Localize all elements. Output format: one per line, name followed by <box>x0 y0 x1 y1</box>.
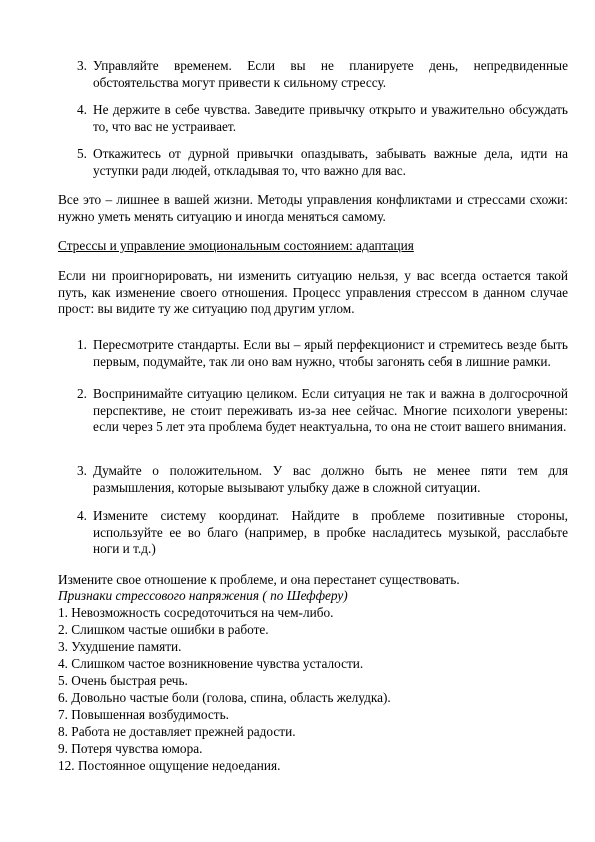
section-heading: Стрессы и управление эмоциональным состоянием: адаптация <box>58 238 414 253</box>
sign-item: 8. Работа не доставляет прежней радости. <box>58 724 296 739</box>
list-number: 4. <box>77 102 87 117</box>
sign-item: 12. Постоянное ощущение недоедания. <box>58 758 281 773</box>
list-text: Измените систему координат. Найдите в проблеме позитивные стороны, используйте ее во благо (например, в пробке насладитесь музыкой, расслабьте ноги и т.д.) <box>93 508 568 556</box>
sign-item: 3. Ухудшение памяти. <box>58 639 182 654</box>
list-text: Не держите в себе чувства. Заведите привычку открыто и уважительно обсуждать то, что вас не устраивает. <box>93 102 568 134</box>
list-number: 3. <box>77 463 87 478</box>
list-text: Думайте о положительном. У вас должно быть не менее пяти тем для размышления, которые вызывают улыбку даже в сложной ситуации. <box>93 463 568 495</box>
sign-item: 9. Потеря чувства юмора. <box>58 741 203 756</box>
list-number: 1. <box>77 337 87 352</box>
sign-item: 6. Довольно частые боли (голова, спина, область желудка). <box>58 690 391 705</box>
section-heading: Признаки стрессового напряжения ( по Шефферу) <box>58 588 348 603</box>
list-number: 3. <box>77 58 87 73</box>
paragraph: Если ни проигнорировать, ни изменить ситуацию нельзя, у вас всегда остается такой путь, как изменение своего отношения. Процесс управления стрессом в данном случае прост: вы видите ту же ситуацию под другим углом. <box>58 268 568 316</box>
list-text: Воспринимайте ситуацию целиком. Если ситуация не так и важна в долгосрочной перспективе, не стоит переживать из-за нее сейчас. Многие психологи уверены: если через 5 лет эта проблема будет неактуальна, то она не стоит вашего внимания. <box>93 386 568 434</box>
sign-item: 4. Слишком частое возникновение чувства усталости. <box>58 656 364 671</box>
sign-item: 7. Повышенная возбудимость. <box>58 707 230 722</box>
paragraph: Измените свое отношение к проблеме, и она перестанет существовать. <box>58 572 460 587</box>
list-number: 4. <box>77 508 87 523</box>
sign-item: 5. Очень быстрая речь. <box>58 673 188 688</box>
list-number: 2. <box>77 386 87 401</box>
list-text: Управляйте временем. Если вы не планируете день, непредвиденные обстоятельства могут привести к сильному стрессу. <box>93 58 568 90</box>
list-number: 5. <box>77 146 87 161</box>
list-text: Откажитесь от дурной привычки опаздывать, забывать важные дела, идти на уступки ради людей, откладывая то, что важно для вас. <box>93 146 568 178</box>
list-text: Пересмотрите стандарты. Если вы – ярый перфекционист и стремитесь везде быть первым, подумайте, так ли оно вам нужно, чтобы загонять себя в лишние рамки. <box>93 337 568 369</box>
sign-item: 2. Слишком частые ошибки в работе. <box>58 622 269 637</box>
sign-item: 1. Невозможность сосредоточиться на чем-либо. <box>58 605 334 620</box>
paragraph: Все это – лишнее в вашей жизни. Методы управления конфликтами и стрессами схожи: нужно уметь менять ситуацию и иногда меняться самому. <box>58 192 568 224</box>
